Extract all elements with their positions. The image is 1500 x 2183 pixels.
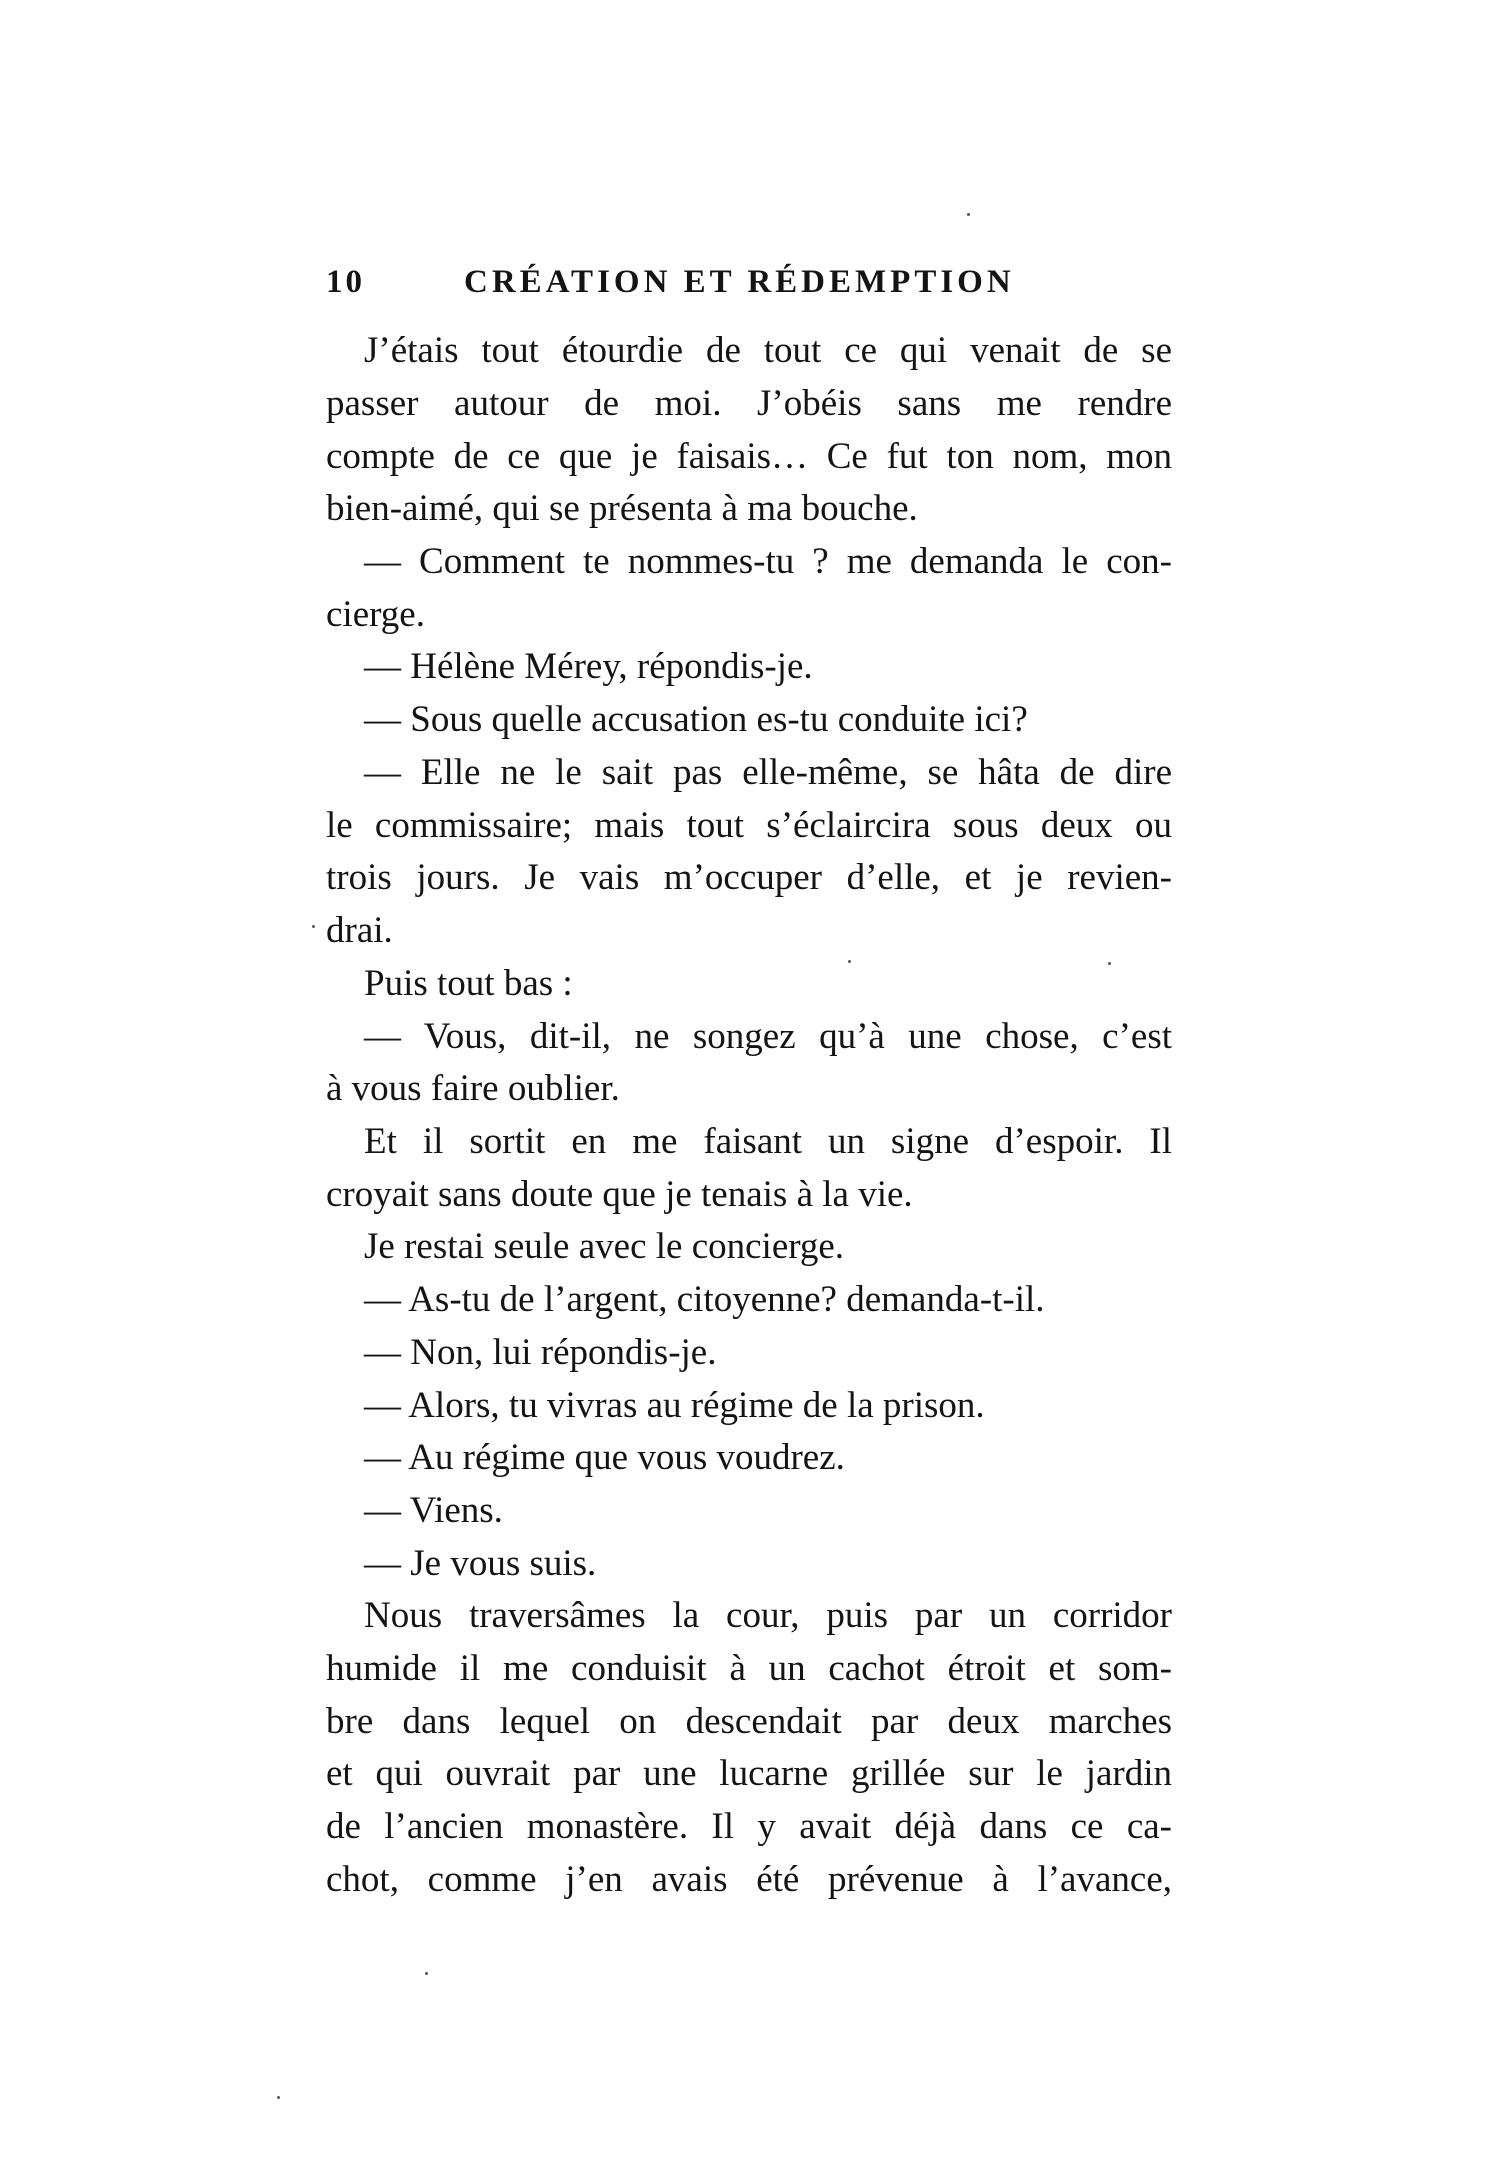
scan-speck	[277, 2096, 280, 2099]
text-line: bien-aimé, qui se présenta à ma bouche.	[326, 488, 918, 529]
text-line: à vous faire oublier.	[326, 1068, 620, 1109]
text-line: J’étais tout étourdie de tout ce qui venait de se	[364, 330, 1172, 371]
scan-speck	[848, 960, 851, 963]
text-line: de l’ancien monastère. Il y avait déjà dans ce ca-	[326, 1806, 1172, 1847]
text-line: cierge.	[326, 594, 425, 635]
page-number: 10	[326, 264, 365, 300]
text-line: passer autour de moi. J’obéis sans me rendre	[326, 383, 1172, 424]
text-line: croyait sans doute que je tenais à la vie.	[326, 1174, 913, 1215]
text-line: Je restai seule avec le concierge.	[364, 1226, 845, 1267]
text-line: — Sous quelle accusation es-tu conduite ici?	[364, 699, 1028, 740]
text-line: — Alors, tu vivras au régime de la prison.	[364, 1385, 985, 1426]
text-line: — Comment te nommes-tu ? me demanda le con-	[364, 541, 1172, 582]
text-line: Nous traversâmes la cour, puis par un corridor	[364, 1595, 1172, 1636]
running-title: CRÉATION ET RÉDEMPTION	[464, 264, 1015, 300]
text-line: le commissaire; mais tout s’éclaircira sous deux ou	[326, 805, 1172, 846]
text-line: — Viens.	[364, 1490, 503, 1531]
text-line: — Hélène Mérey, répondis-je.	[364, 646, 813, 687]
scan-speck	[967, 213, 970, 216]
text-line: — As-tu de l’argent, citoyenne? demanda-t-il.	[364, 1279, 1045, 1320]
text-line: — Non, lui répondis-je.	[364, 1332, 717, 1373]
text-line: humide il me conduisit à un cachot étroit et som-	[326, 1648, 1172, 1689]
text-line: — Au régime que vous voudrez.	[364, 1437, 845, 1478]
text-line: et qui ouvrait par une lucarne grillée sur le jardin	[326, 1753, 1172, 1794]
scan-speck	[312, 925, 315, 928]
running-header	[326, 262, 1086, 302]
text-line: — Je vous suis.	[364, 1543, 597, 1584]
scan-speck	[1108, 962, 1111, 965]
text-line: — Elle ne le sait pas elle-même, se hâta de dire	[364, 752, 1172, 793]
text-line: Et il sortit en me faisant un signe d’espoir. Il	[364, 1121, 1172, 1162]
text-line: — Vous, dit-il, ne songez qu’à une chose, c’est	[364, 1016, 1172, 1057]
text-line: chot, comme j’en avais été prévenue à l’avance,	[326, 1859, 1172, 1900]
scan-speck	[425, 1972, 428, 1975]
text-line: trois jours. Je vais m’occuper d’elle, et je revien-	[326, 857, 1172, 898]
text-line: bre dans lequel on descendait par deux marches	[326, 1701, 1172, 1742]
text-line: drai.	[326, 910, 393, 951]
text-line: Puis tout bas :	[364, 963, 573, 1004]
text-line: compte de ce que je faisais… Ce fut ton nom, mon	[326, 436, 1172, 477]
